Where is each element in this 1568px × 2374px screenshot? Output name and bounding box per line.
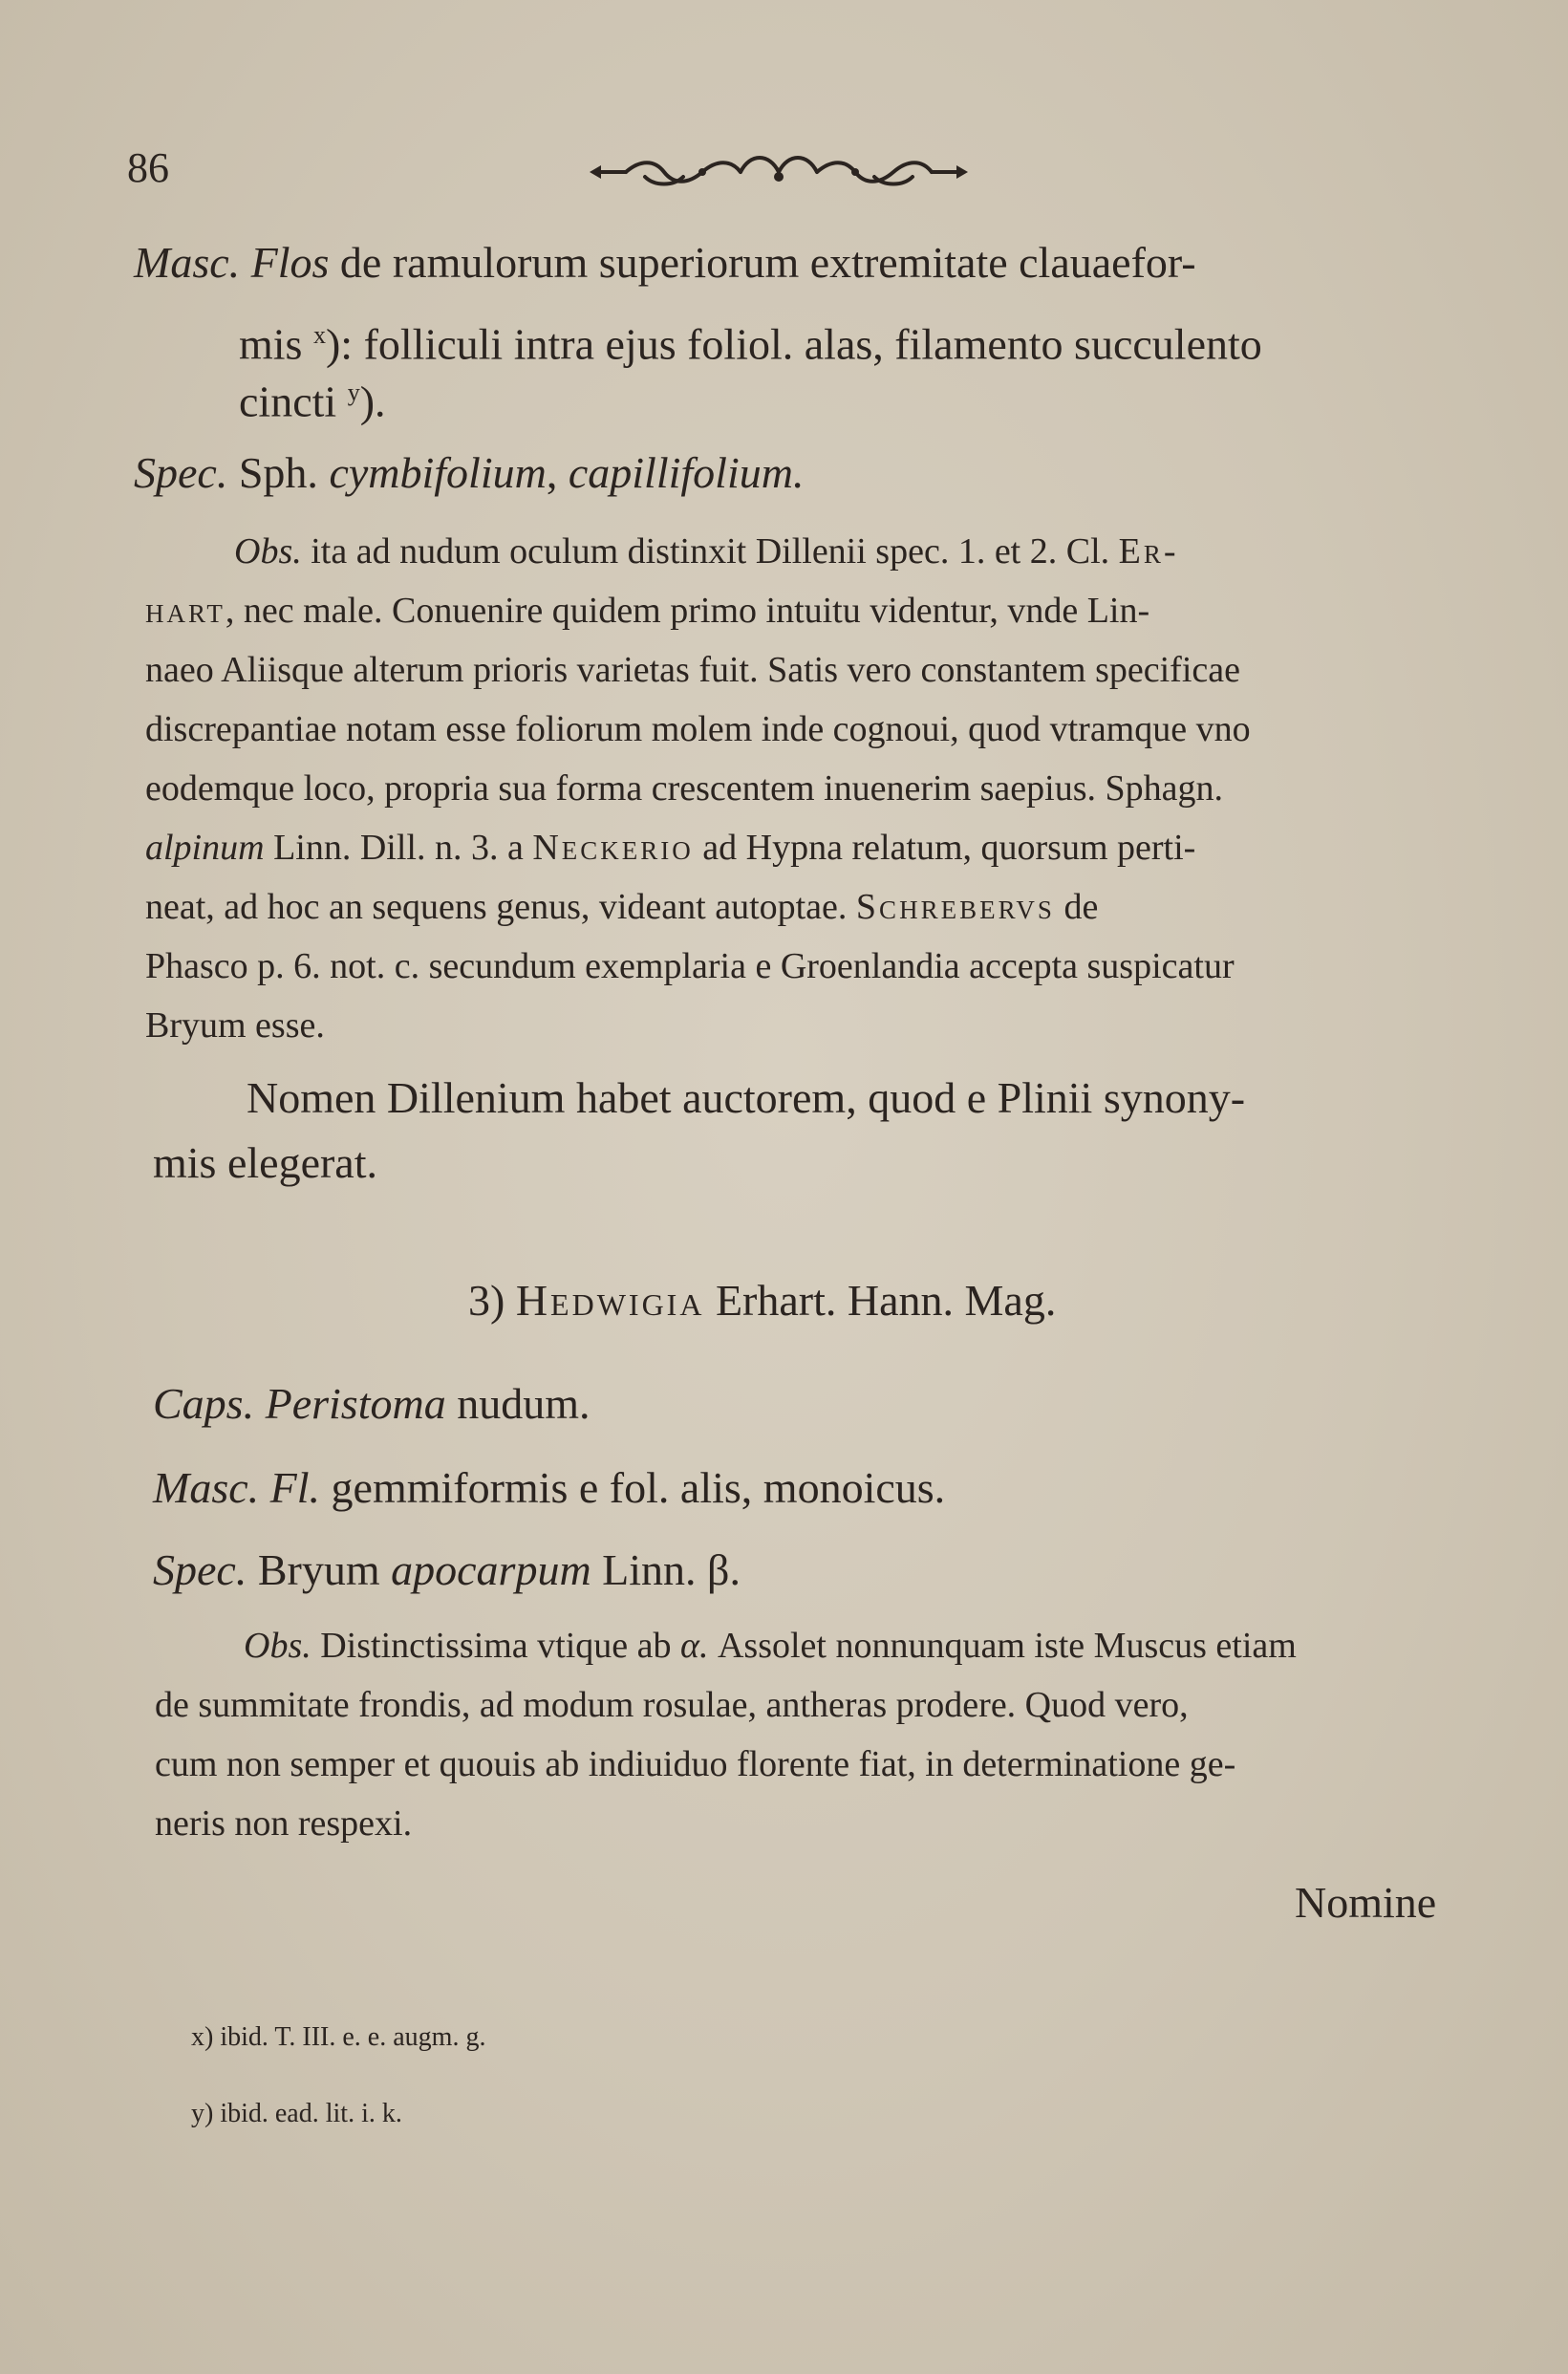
spec-separator: , — [546, 448, 569, 497]
obs-line-9: Bryum esse. — [145, 1005, 325, 1046]
hedwigia-spec-genus: Bryum — [247, 1545, 392, 1594]
catchword: Nomine — [1295, 1878, 1437, 1927]
hedwigia-masc-line — [153, 1451, 945, 1525]
hedwigia-obs-line-4: neris non respexi. — [155, 1803, 413, 1844]
obs-line-1 — [234, 521, 1179, 583]
masc-text-1: de ramulorum superiorum extremitate clauaefor- — [329, 238, 1196, 287]
footnote-y: y) ibid. ead. lit. i. k. — [191, 2099, 402, 2128]
masc-line-3 — [239, 356, 386, 439]
obs-line-6 — [145, 817, 1195, 879]
spec-species-2: capillifolium. — [568, 448, 805, 497]
caps-line — [153, 1367, 590, 1441]
spec-line — [134, 436, 804, 510]
masc-text-2: mis — [239, 319, 313, 369]
obs-alpinum: alpinum — [145, 828, 265, 868]
obs-text-7b: de — [1054, 887, 1099, 927]
hedwigia-spec-line — [153, 1533, 741, 1608]
caps-peristoma: Peristoma — [254, 1379, 446, 1428]
heading-authority: Erhart. Hann. Mag. — [704, 1276, 1057, 1325]
hedwigia-obs-line-3: cum non semper et quouis ab indiuiduo florente fiat, in determinatione ge- — [155, 1744, 1236, 1784]
obs-label: Obs. — [234, 531, 302, 572]
obs-name-erhart-2: hart — [145, 591, 226, 631]
spec-genus: Sph. — [227, 448, 330, 497]
hedwigia-obs-line-1 — [244, 1615, 1297, 1677]
obs-line-8: Phasco p. 6. not. c. secundum exemplaria e Groenlandia accepta suspicatur — [145, 946, 1235, 986]
hedwigia-obs-alpha: α. — [680, 1626, 709, 1666]
flos-label: Flos — [250, 238, 330, 287]
hedwigia-obs-line-2: de summitate frondis, ad modum rosulae, antheras prodere. Quod vero, — [155, 1685, 1189, 1725]
caps-text: nudum. — [445, 1379, 591, 1428]
hedwigia-spec-label: Spec. — [153, 1545, 247, 1594]
obs-line-2 — [145, 580, 1149, 642]
spec-species-1: cymbifolium — [329, 448, 547, 497]
spec-label: Spec. — [134, 448, 228, 497]
masc-line-1 — [134, 226, 1196, 300]
obs-text-1: ita ad nudum oculum distinxit Dillenii spec. 1. et 2. Cl. — [301, 531, 1119, 572]
hedwigia-masc-text: gemmiformis e fol. alis, monoicus. — [320, 1463, 946, 1512]
hedwigia-spec-species: apocarpum — [391, 1545, 591, 1594]
obs-text-6: Linn. Dill. n. 3. a — [264, 828, 533, 868]
hedwigia-masc-label: Masc. — [153, 1463, 260, 1512]
masc-label: Masc. — [134, 238, 241, 287]
obs-text-6c: ad Hypna relatum, quorsum perti- — [693, 828, 1196, 868]
masc-text-3: cincti — [239, 377, 348, 426]
obs-name-erhart-1: Er- — [1118, 531, 1179, 572]
hedwigia-obs-label: Obs. — [244, 1626, 311, 1666]
masc-text-3b: ). — [359, 377, 386, 426]
caps-label: Caps. — [153, 1379, 255, 1428]
nomen-line-1: Nomen Dillenium habet auctorem, quod e Plinii synony- — [247, 1073, 1246, 1122]
hedwigia-obs-text-1: Distinctissima vtique ab — [311, 1626, 681, 1666]
hedwigia-spec-authority: Linn. β. — [591, 1545, 741, 1594]
obs-line-7 — [145, 876, 1098, 939]
heading-number: 3) — [468, 1276, 516, 1325]
hedwigia-heading — [468, 1263, 1056, 1338]
obs-name-schrebervs: Schrebervs — [855, 887, 1055, 927]
masc-text-2b: ): folliculi intra ejus foliol. alas, filamento succulento — [325, 319, 1262, 369]
masc-line-2 — [239, 298, 1262, 381]
obs-line-3: naeo Aliisque alterum prioris varietas fuit. Satis vero constantem specificae — [145, 650, 1240, 690]
page-number: 86 — [127, 144, 169, 191]
obs-line-4: discrepantiae notam esse foliorum molem inde cognoui, quod vtramque vno — [145, 709, 1251, 749]
footnote-ref-x: x — [312, 321, 326, 349]
nomen-line-2: mis elegerat. — [153, 1138, 378, 1187]
obs-line-5: eodemque loco, propria sua forma crescentem inuenerim saepius. Sphagn. — [145, 768, 1224, 809]
footnote-ref-y: y — [347, 378, 360, 406]
hedwigia-obs-text-1b: Assolet nonnunquam iste Muscus etiam — [708, 1626, 1297, 1666]
footnote-x: x) ibid. T. III. e. e. augm. g. — [191, 2022, 486, 2052]
obs-text-2: , nec male. Conuenire quidem primo intuitu videntur, vnde Lin- — [225, 591, 1150, 631]
obs-text-7: neat, ad hoc an sequens genus, videant autoptae. — [145, 887, 856, 927]
hedwigia-fl-label: Fl. — [259, 1463, 321, 1512]
obs-name-neckerio: Neckerio — [532, 828, 694, 868]
ornament-flourish-icon — [588, 148, 970, 196]
heading-genus: Hedwigia — [515, 1276, 705, 1325]
